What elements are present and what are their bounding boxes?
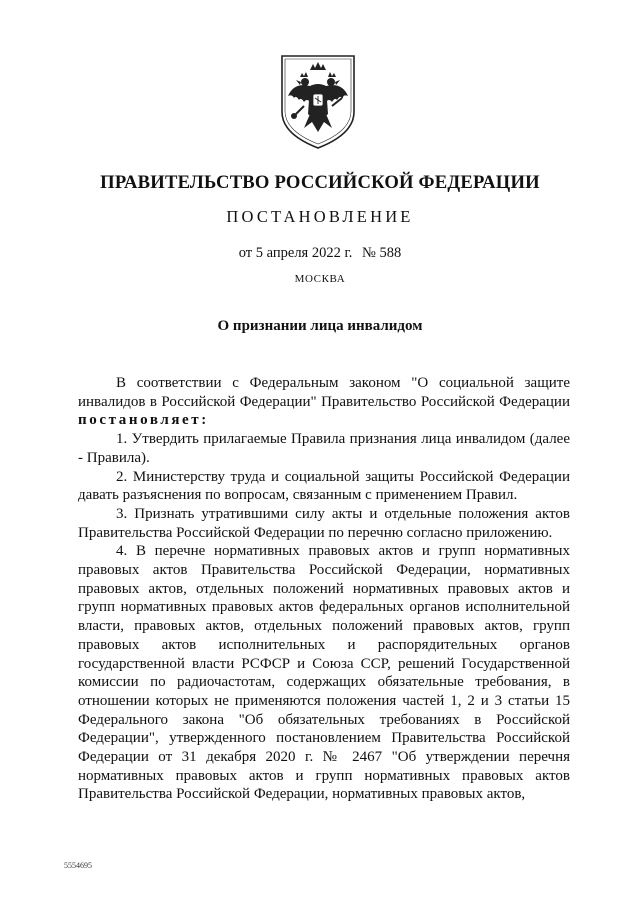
intro-paragraph: [78, 374, 570, 430]
item-paragraph: 1. Утвердить прилагаемые Правила признания лица инвалидом (далее - Правила).: [78, 431, 570, 466]
item-paragraph: 3. Признать утратившими силу акты и отдельные положения актов Правительства Российской Федерации по перечню согласно приложению.: [78, 505, 570, 541]
intro-text: В соответствии с Федеральным законом "О социальной защите инвалидов в Российской Федерации" Правительство Российской Федерации: [78, 375, 570, 410]
document-date-line: [0, 245, 640, 262]
document-code: 5554695: [64, 861, 92, 870]
item-paragraph: 2. Министерству труда и социальной защиты Российской Федерации давать разъяснения по вопросам, связанным с применением Правил.: [78, 468, 570, 504]
coat-of-arms-emblem: [274, 52, 362, 152]
item-paragraph: 4. В перечне нормативных правовых актов и групп нормативных правовых актов Правительства Российской Федерации, нормативных правовых актов, отдельных положений нормативных правовых актов и групп нормативных правовых актов федеральных органов исполнительной власти, правовых актов, отдельных положений правовых актов, групп правовых актов исполнительных и распорядительных органов государственной власти РСФСР и Союза ССР, решений Государственной комиссии по радиочастотам, содержащих обязательные требования, в отношении которых не применяются положения частей 1, 2 и 3 статьи 15 Федерального закона "Об обязательных требованиях в Российской Федерации", утвержденного постановлением Правительства Российской Федерации от 31 декабря 2020 г. № 2467 "Об утверждении перечня нормативных правовых актов и групп нормативных правовых актов Правительства Российской Федерации, нормативных правовых актов,: [78, 543, 570, 803]
document-city: МОСКВА: [294, 273, 346, 285]
document-number: № 588: [362, 245, 402, 261]
document-type: ПОСТАНОВЛЕНИЕ: [226, 207, 414, 226]
document-date: от 5 апреля 2022 г.: [238, 245, 353, 261]
decree-word: постановляет:: [78, 412, 209, 429]
document-body: [78, 374, 570, 804]
government-title: ПРАВИТЕЛЬСТВО РОССИЙСКОЙ ФЕДЕРАЦИИ: [100, 172, 540, 193]
document-subject: О признании лица инвалидом: [217, 318, 423, 334]
